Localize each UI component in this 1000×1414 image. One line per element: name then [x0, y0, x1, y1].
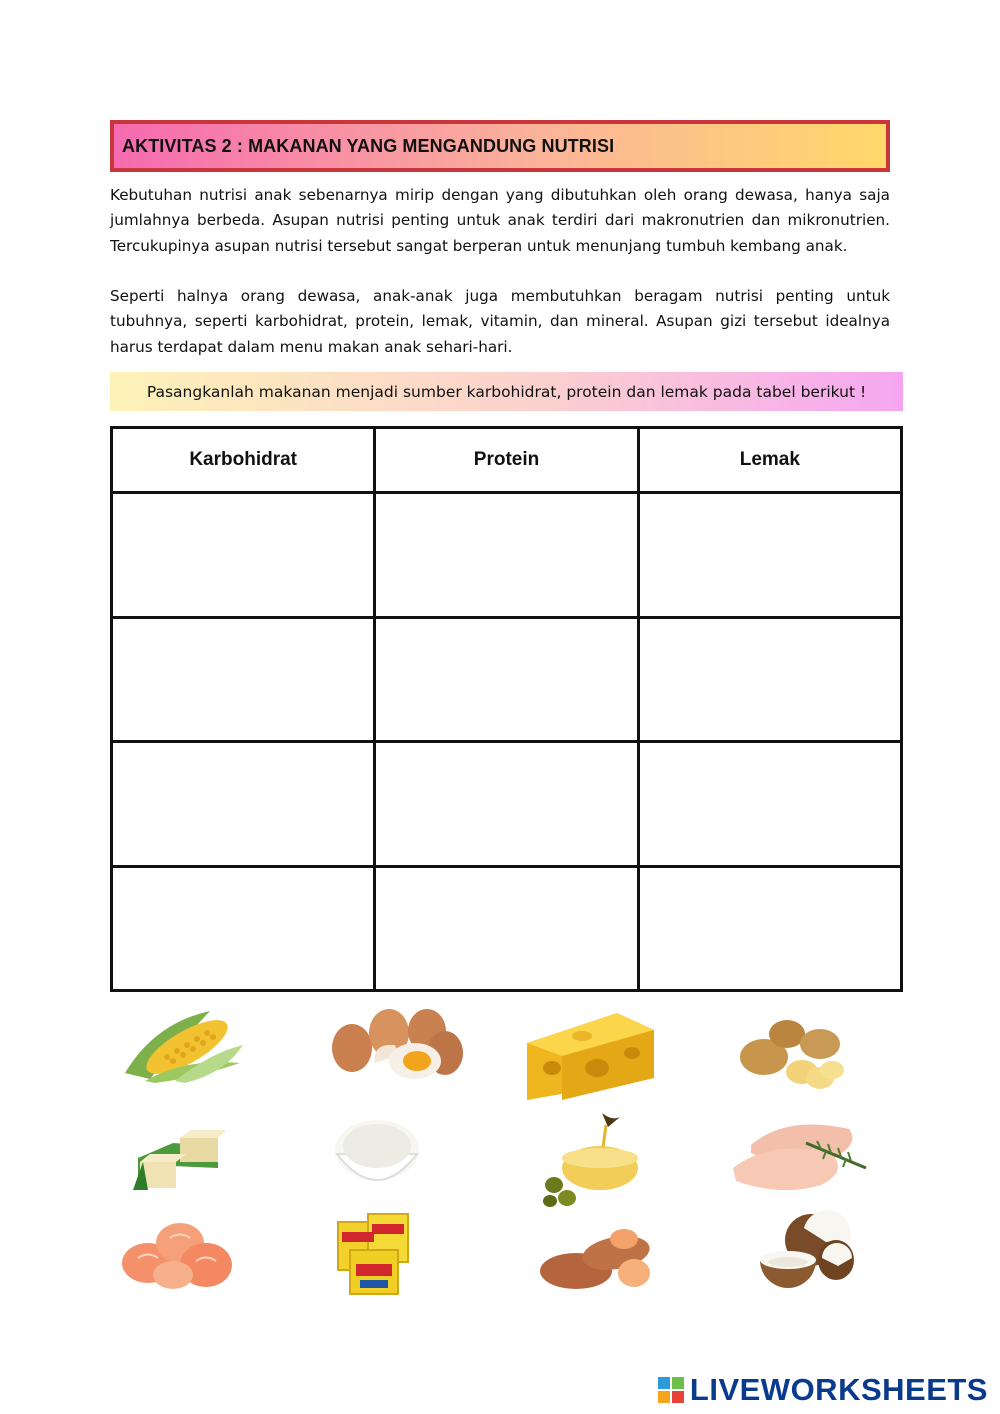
drop-cell-lemak[interactable] — [638, 866, 901, 991]
table-row — [112, 617, 902, 742]
liveworksheets-logo — [658, 1372, 988, 1408]
corn-icon[interactable] — [115, 1003, 245, 1083]
olive-oil-icon[interactable] — [542, 1113, 652, 1208]
drop-cell-lemak[interactable] — [638, 742, 901, 867]
header-lemak: Lemak — [638, 428, 901, 493]
drop-cell-lemak[interactable] — [638, 617, 901, 742]
sweet-potato-icon[interactable] — [538, 1225, 656, 1295]
table-row — [112, 742, 902, 867]
potato-icon[interactable] — [732, 1012, 847, 1092]
drop-cell-karbohidrat[interactable] — [112, 617, 375, 742]
tempeh-icon[interactable] — [128, 1118, 228, 1193]
instruction-banner — [110, 372, 903, 411]
coconut-icon[interactable] — [756, 1210, 856, 1295]
instruction-text: Pasangkanlah makanan menjadi sumber karbohidrat, protein dan lemak pada tabel berikut ! — [146, 382, 867, 401]
liveworksheets-wordmark: LIVEWORKSHEETS — [689, 1372, 988, 1407]
intro-paragraph-1: Kebutuhan nutrisi anak sebenarnya mirip dengan yang dibutuhkan oleh orang dewasa, hanya saja jumlahnya berbeda. Asupan nutrisi penting untuk anak terdiri dari makronutrien dan mikronutrien. Tercukupinya asupan nutrisi tersebut sangat berperan untuk menunjang tumbuh kembang anak. — [110, 186, 890, 255]
forvita-margarine-icon[interactable] — [332, 1210, 420, 1298]
intro-paragraph-2: Seperti halnya orang dewasa, anak-anak juga membutuhkan beragam nutrisi penting untuk tubuhnya, seperti karbohidrat, protein, lemak, vitamin, dan mineral. Asupan gizi tersebut idealnya harus terdapat dalam menu makan anak sehari-hari. — [110, 287, 890, 356]
nutrient-table — [110, 426, 903, 992]
drop-cell-protein[interactable] — [375, 617, 638, 742]
drop-cell-lemak[interactable] — [638, 493, 901, 618]
chicken-breast-icon[interactable] — [731, 1113, 871, 1198]
drop-cell-karbohidrat[interactable] — [112, 866, 375, 991]
activity-title-banner — [110, 120, 890, 172]
activity-title: AKTIVITAS 2 : MAKANAN YANG MENGANDUNG NUTRISI — [122, 135, 615, 156]
shrimp-icon[interactable] — [118, 1213, 238, 1293]
header-protein: Protein — [375, 428, 638, 493]
table-row — [112, 866, 902, 991]
table-header-row — [112, 428, 902, 493]
drop-cell-karbohidrat[interactable] — [112, 742, 375, 867]
table-row — [112, 493, 902, 618]
rice-icon[interactable] — [331, 1116, 423, 1194]
drop-cell-protein[interactable] — [375, 493, 638, 618]
liveworksheets-logo-icon — [658, 1377, 684, 1403]
drop-cell-protein[interactable] — [375, 742, 638, 867]
drop-cell-karbohidrat[interactable] — [112, 493, 375, 618]
header-karbohidrat: Karbohidrat — [112, 428, 375, 493]
cheese-icon[interactable] — [522, 1008, 657, 1103]
eggs-icon[interactable] — [327, 1003, 467, 1083]
drop-cell-protein[interactable] — [375, 866, 638, 991]
